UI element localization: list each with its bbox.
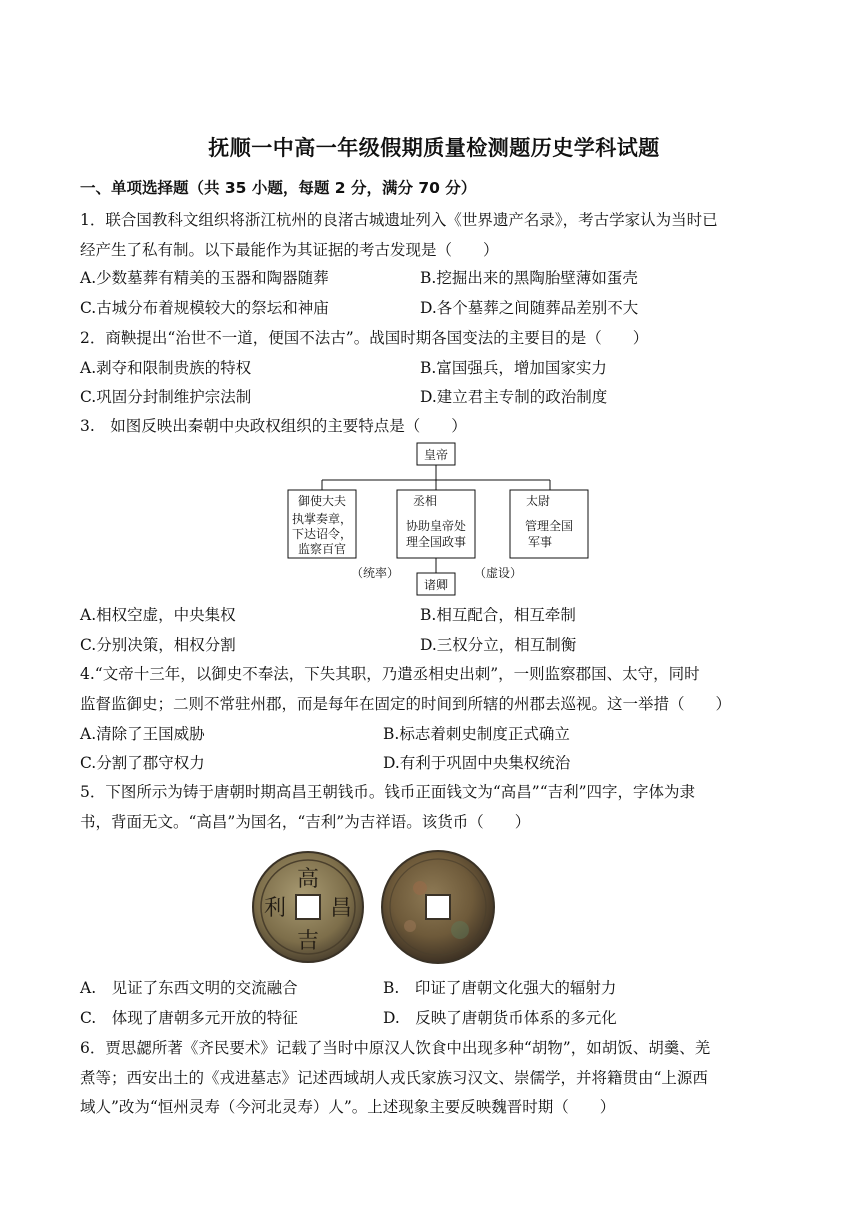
yushi-duty-3: 监察百官 [297, 542, 347, 556]
coin-char-right: 昌 [329, 896, 353, 921]
question-1-stem-line2: 经产生了私有制。以下最能作为其证据的考古发现是（ ） [80, 241, 499, 259]
question-5-option-b: B. 印证了唐朝文化强大的辐射力 [383, 979, 617, 997]
qin-government-diagram [280, 440, 610, 600]
question-3-stem: 3. 如图反映出秦朝中央政权组织的主要特点是（ ） [80, 417, 467, 435]
gaochang-coin-image [250, 848, 500, 966]
yushi-duty-2: 下达诏令， [291, 527, 353, 541]
question-1-option-c: C.古城分布着规模较大的祭坛和神庙 [80, 299, 329, 317]
question-1-option-a: A.少数墓葬有精美的玉器和陶器随葬 [80, 269, 329, 287]
chengxiang-duty-1: 协助皇帝处 [405, 519, 467, 533]
zhuqing-label: 诸卿 [423, 578, 449, 592]
chengxiang-duty-2: 理全国政事 [405, 535, 467, 549]
xushe-label: （虚设） [473, 566, 523, 580]
question-4-stem-line2: 监督监御史；二则不常驻州郡，而是每年在固定的时间到所辖的州郡去巡视。这一举措（ ） [80, 695, 732, 713]
question-2-option-b: B.富国强兵，增加国家实力 [420, 359, 607, 377]
question-6-stem-line2: 煮等；西安出土的《戎进墓志》记述西域胡人戎氏家族习汉文、崇儒学，并将籍贯由“上源西 [80, 1069, 708, 1087]
question-2-stem: 2．商鞅提出“治世不一道，便国不法古”。战国时期各国变法的主要目的是（ ） [80, 329, 649, 347]
question-2-option-c: C.巩固分封制维护宗法制 [80, 388, 252, 406]
question-3-option-b: B.相互配合，相互牵制 [420, 606, 576, 624]
question-4-stem-line1: 4.“文帝十三年，以御史不奉法，下失其职，乃遣丞相史出刺”，一则监察郡国、太守，同时 [80, 665, 700, 683]
chengxiang-title: 丞相 [412, 494, 438, 508]
question-5-option-a: A. 见证了东西文明的交流融合 [80, 979, 298, 997]
question-4-option-c: C.分割了郡守权力 [80, 754, 205, 772]
coin-char-bottom: 吉 [296, 929, 320, 954]
question-5-option-c: C. 体现了唐朝多元开放的特征 [80, 1009, 298, 1027]
coin-char-top: 高 [296, 867, 320, 892]
question-6-stem-line3: 域人”改为“恒州灵寿（今河北灵寿）人”。上述现象主要反映魏晋时期（ ） [80, 1098, 616, 1116]
coin-back [382, 851, 494, 963]
question-1-option-b: B.挖掘出来的黑陶胎壁薄如蛋壳 [420, 269, 638, 287]
question-5-option-d: D. 反映了唐朝货币体系的多元化 [383, 1009, 617, 1027]
coin-char-left: 利 [263, 896, 287, 921]
yushi-title: 御使大夫 [297, 494, 347, 508]
question-6-stem-line1: 6．贾思勰所著《齐民要术》记载了当时中原汉人饮食中出现多种“胡物”，如胡饭、胡羹、羌 [80, 1039, 711, 1057]
page-title: 抚顺一中高一年级假期质量检测题历史学科试题 [208, 136, 660, 160]
question-2-option-d: D.建立君主专制的政治制度 [420, 388, 608, 406]
yushi-duty-1: 执掌奏章， [291, 512, 353, 526]
question-5-stem-line2: 书，背面无文。“高昌”为国名，“吉利”为吉祥语。该货币（ ） [80, 813, 531, 831]
question-1-stem-line1: 1．联合国教科文组织将浙江杭州的良渚古城遗址列入《世界遗产名录》，考古学家认为当时已 [80, 211, 718, 229]
question-4-option-d: D.有利于巩固中央集权统治 [383, 754, 571, 772]
section-heading: 一、单项选择题（共 35 小题，每题 2 分，满分 70 分） [80, 179, 477, 197]
question-3-option-d: D.三权分立，相互制衡 [420, 636, 577, 654]
coin-front [253, 852, 363, 962]
taiwei-title: 太尉 [525, 494, 551, 508]
question-5-stem-line1: 5．下图所示为铸于唐朝时期高昌王朝钱币。钱币正面钱文为“高昌”“吉利”四字，字体为隶 [80, 783, 696, 801]
question-1-option-d: D.各个墓葬之间随葬品差别不大 [420, 299, 639, 317]
question-3-option-c: C.分别决策，相权分割 [80, 636, 236, 654]
question-2-option-a: A.剥夺和限制贵族的特权 [80, 359, 252, 377]
question-4-option-a: A.清除了王国威胁 [80, 725, 205, 743]
emperor-label: 皇帝 [423, 448, 449, 462]
question-3-option-a: A.相权空虚，中央集权 [80, 606, 236, 624]
taiwei-duty-2: 军事 [527, 535, 553, 549]
tongshuai-label: （统率） [350, 566, 400, 580]
question-4-option-b: B.标志着刺史制度正式确立 [383, 725, 570, 743]
taiwei-duty-1: 管理全国 [524, 519, 574, 533]
